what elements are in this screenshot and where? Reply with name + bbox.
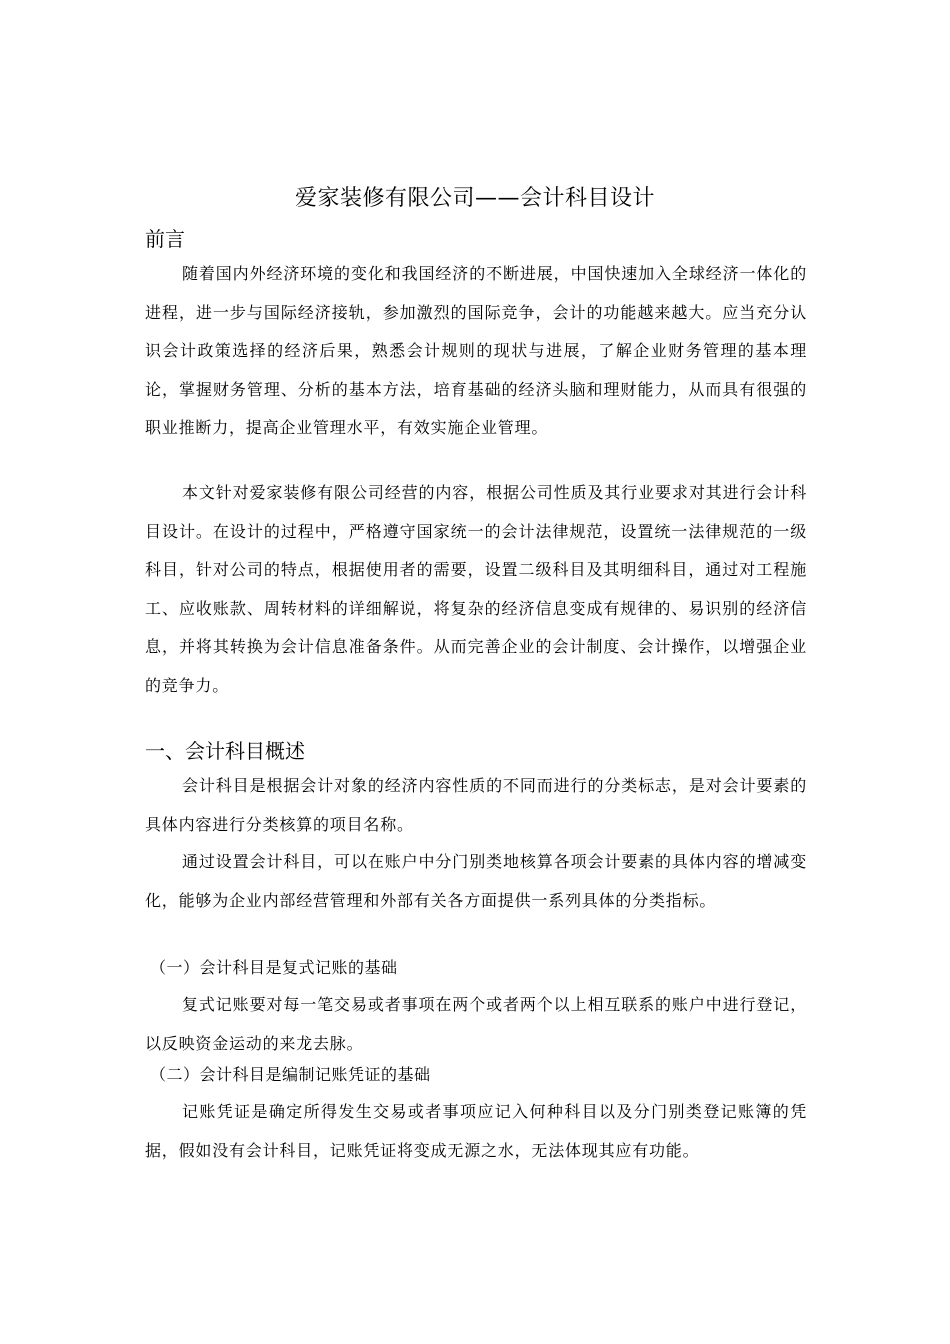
document-title: 爱家装修有限公司——会计科目设计 xyxy=(294,186,655,211)
subsection-2-paragraph: 记账凭证是确定所得发生交易或者事项应记入何种科目以及分门别类登记账簿的凭据，假如没有会计科目，记账凭证将变成无源之水，无法体现其应有功能。 xyxy=(145,1102,807,1160)
preface-paragraph-2: 本文针对爱家装修有限公司经营的内容，根据公司性质及其行业要求对其进行会计科目设计。在设计的过程中，严格遵守国家统一的会计法律规范，设置统一法律规范的一级科目，针对公司的特点，根据使用者的需要，设置二级科目及其明细科目，通过对工程施工、应收账款、周转材料的详细解说，将复杂的经济信息变成有规律的、易识别的经济信息，并将其转换为会计信息准备条件。从而完善企业的会计制度、会计操作，以增强企业的竞争力。 xyxy=(145,483,807,695)
subsection-1-paragraph: 复式记账要对每一笔交易或者事项在两个或者两个以上相互联系的账户中进行登记，以反映资金运动的来龙去脉。 xyxy=(145,995,807,1053)
section-1-paragraph-1: 会计科目是根据会计对象的经济内容性质的不同而进行的分类标志，是对会计要素的具体内容进行分类核算的项目名称。 xyxy=(145,776,807,834)
preface-paragraph-1: 随着国内外经济环境的变化和我国经济的不断进展，中国快速加入全球经济一体化的进程，进一步与国际经济接轨，参加激烈的国际竞争，会计的功能越来越大。应当充分认识会计政策选择的经济后果，熟悉会计规则的现状与进展，了解企业财务管理的基本理论，掌握财务管理、分析的基本方法，培育基础的经济头脑和理财能力，从而具有很强的职业推断力，提高企业管理水平，有效实施企业管理。 xyxy=(145,264,807,437)
section-1-heading: 一、会计科目概述 xyxy=(145,739,305,763)
subsection-1-heading: （一）会计科目是复式记账的基础 xyxy=(150,958,398,977)
subsection-2-heading: （二）会计科目是编制记账凭证的基础 xyxy=(150,1065,431,1084)
section-1-paragraph-2: 通过设置会计科目，可以在账户中分门别类地核算各项会计要素的具体内容的增减变化，能够为企业内部经营管理和外部有关各方面提供一系列具体的分类指标。 xyxy=(145,852,807,910)
preface-heading: 前言 xyxy=(145,227,185,251)
